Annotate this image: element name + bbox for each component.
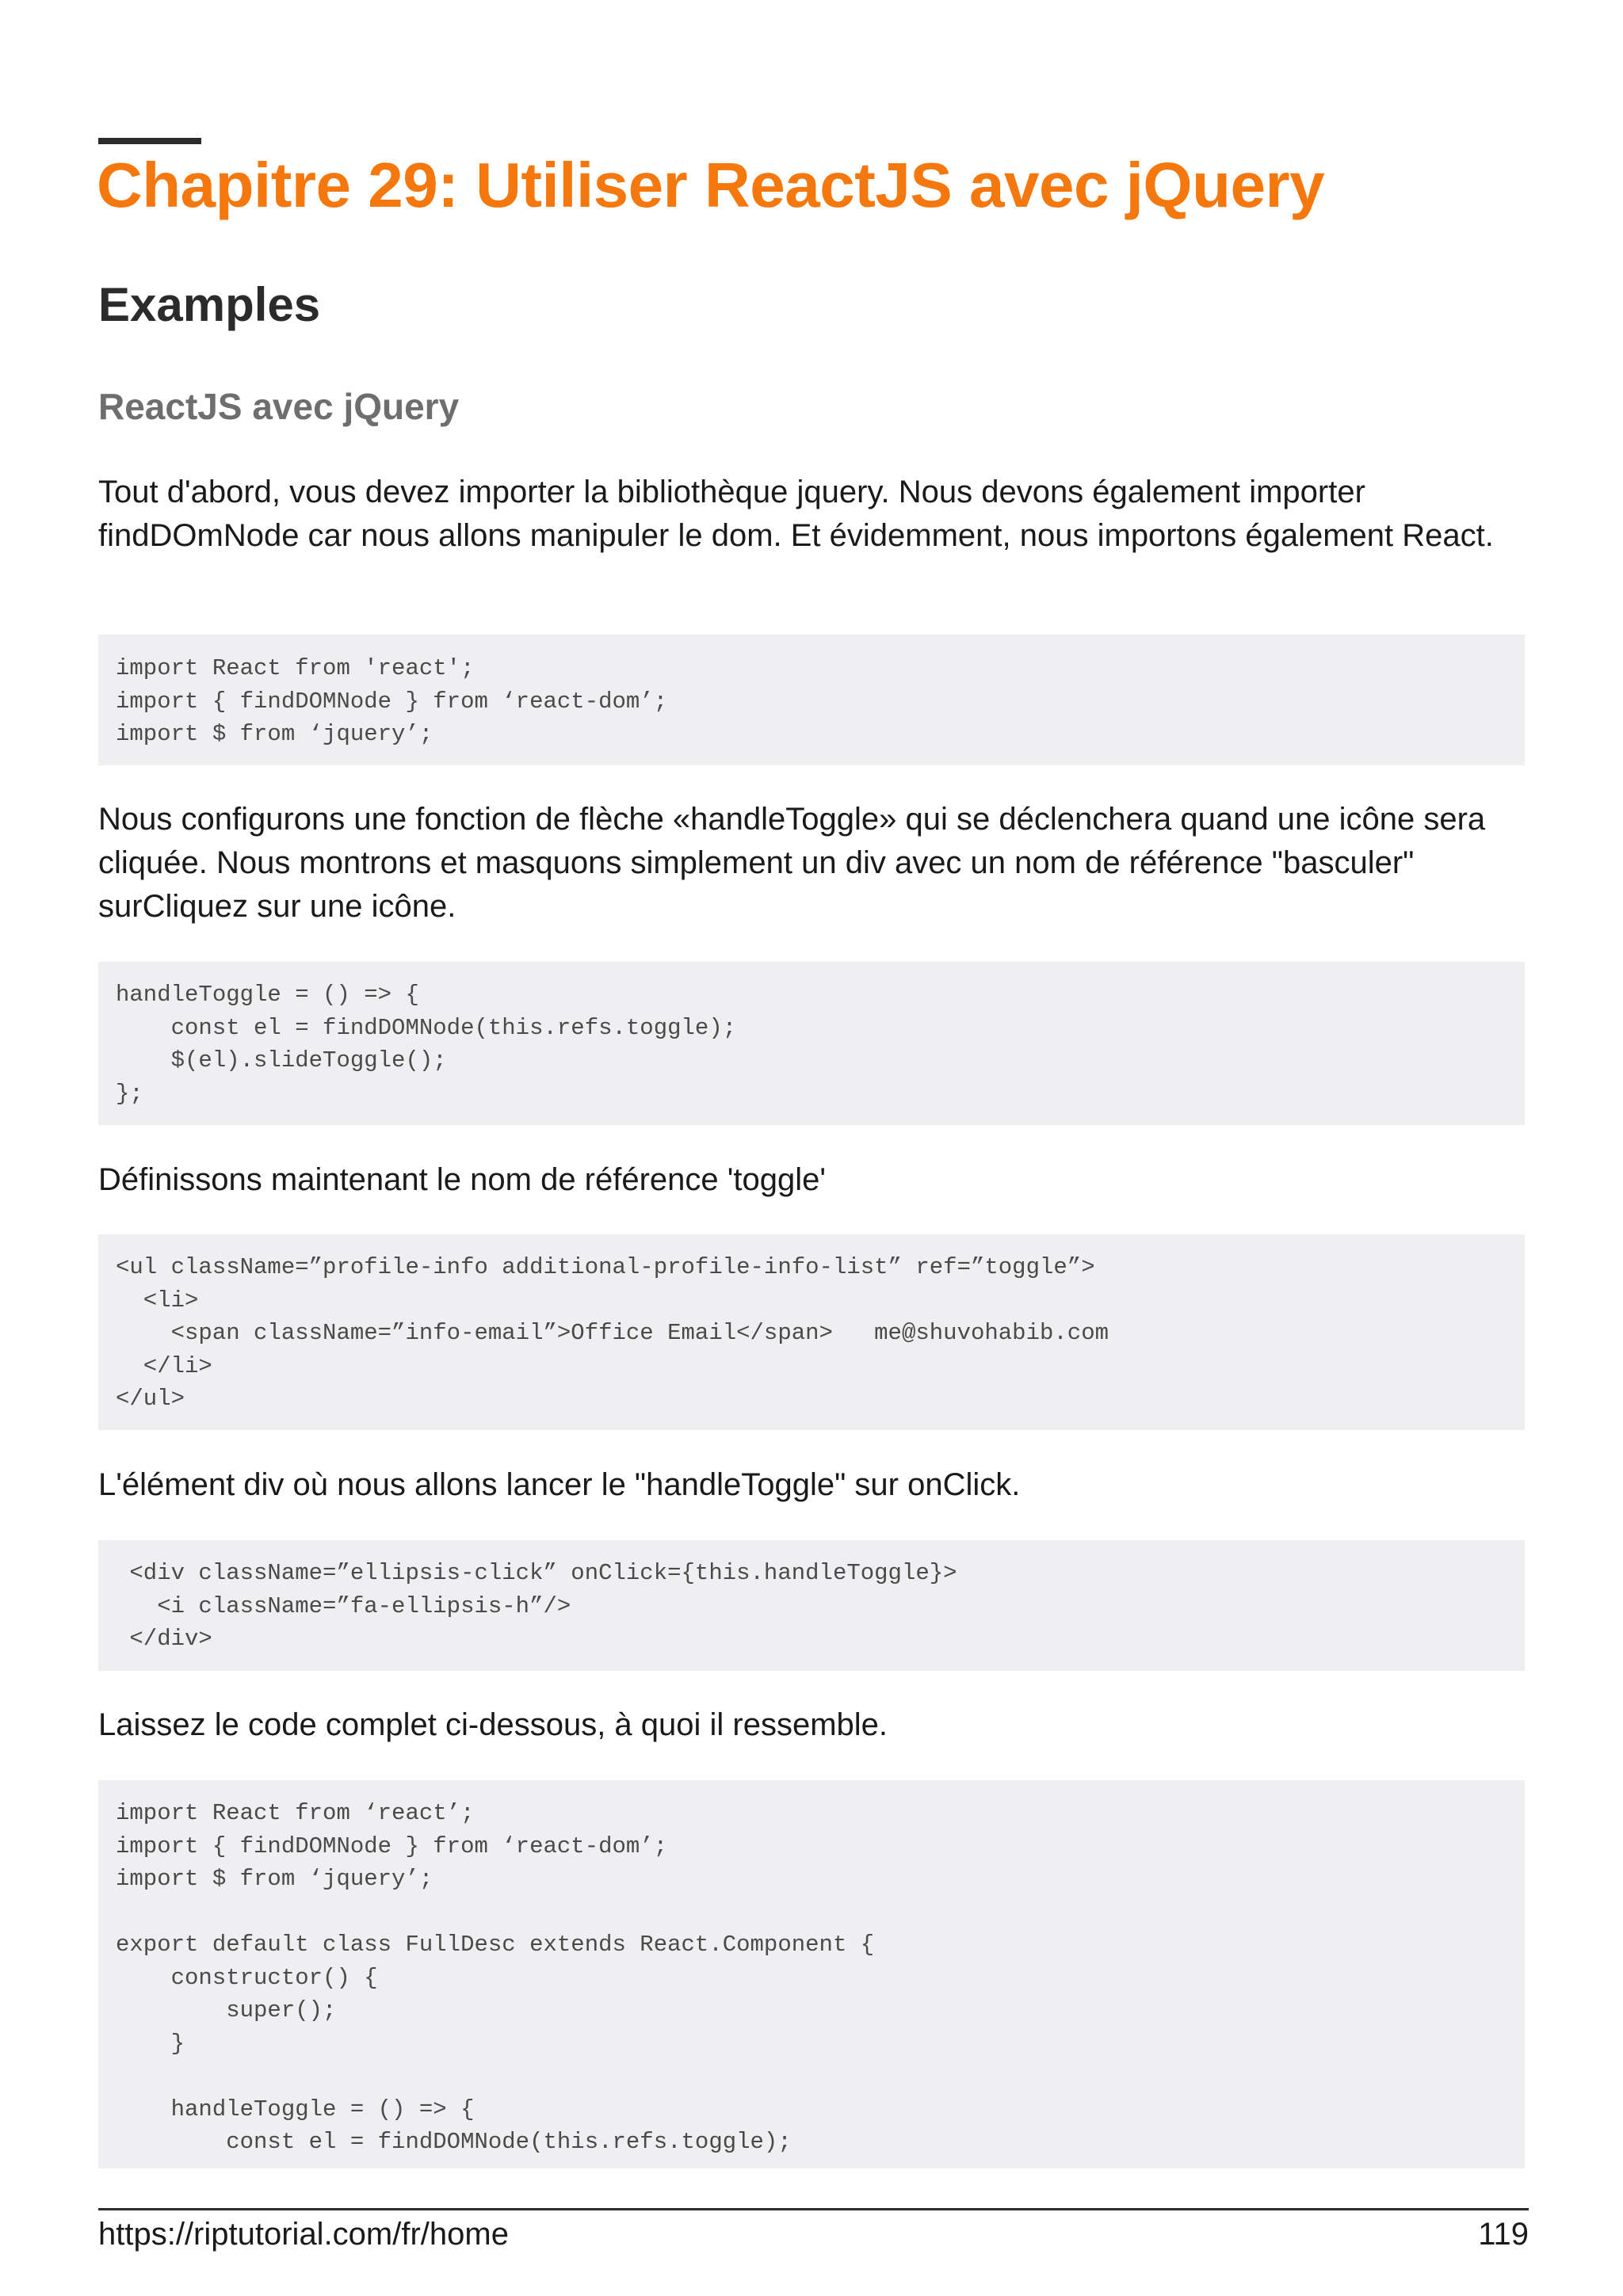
paragraph-define-ref: Définissons maintenant le nom de référence 'toggle' <box>98 1162 827 1197</box>
footer-rule <box>98 2208 1529 2210</box>
code-text: <ul className=”profile-info additional-profile-info-list” ref=”toggle”> <li> <span className=”info-email”>Office Email</span> me@shuvohabib.com </li> </ul> <box>116 1254 1109 1412</box>
paragraph-div-onclick: L'élément div où nous allons lancer le "handleToggle" sur onClick. <box>98 1467 1021 1502</box>
code-block-handle-toggle <box>98 962 1525 1125</box>
code-text: handleToggle = () => { const el = findDOMNode(this.refs.toggle); $(el).slideToggle(); }; <box>116 982 737 1107</box>
page-number: 119 <box>1478 2217 1529 2252</box>
section-title: Examples <box>98 278 321 331</box>
paragraph-intro: Tout d'abord, vous devez importer la bibliothèque jquery. Nous devons également importer findDOmNode car nous allons manipuler le dom. Et évidemment, nous importons également React. <box>98 475 1494 553</box>
code-text: import React from ‘react’; import { findDOMNode } from ‘react-dom’; import $ from ‘jquery’; export default class FullDesc extends React.Component { constructor() { super(); } handleToggle = () => { const el = findDOMNode(this.refs.toggle); <box>116 1800 875 2155</box>
code-block-imports <box>98 635 1525 765</box>
paragraph-full-code: Laissez le code complet ci-dessous, à quoi il ressemble. <box>98 1707 888 1742</box>
paragraph-handle-toggle: Nous configurons une fonction de flèche «handleToggle» qui se déclenchera quand une icône sera cliquée. Nous montrons et masquons simplement un div avec un nom de référence "basculer" surCliquez sur une icône. <box>98 802 1486 924</box>
code-text: import React from 'react'; import { findDOMNode } from ‘react-dom’; import $ from ‘jquery’; <box>116 655 668 747</box>
code-block-full <box>98 1780 1525 2168</box>
chapter-title: Chapitre 29: Utiliser ReactJS avec jQuery <box>97 150 1325 220</box>
footer-url: https://riptutorial.com/fr/home <box>98 2217 509 2252</box>
sub-title: ReactJS avec jQuery <box>98 386 460 427</box>
title-rule <box>98 138 201 144</box>
code-block-div-onclick <box>98 1540 1525 1671</box>
code-text: <div className=”ellipsis-click” onClick={this.handleToggle}> <i className=”fa-ellipsis-h”/> </div> <box>129 1560 957 1652</box>
code-block-ul-ref <box>98 1234 1525 1430</box>
